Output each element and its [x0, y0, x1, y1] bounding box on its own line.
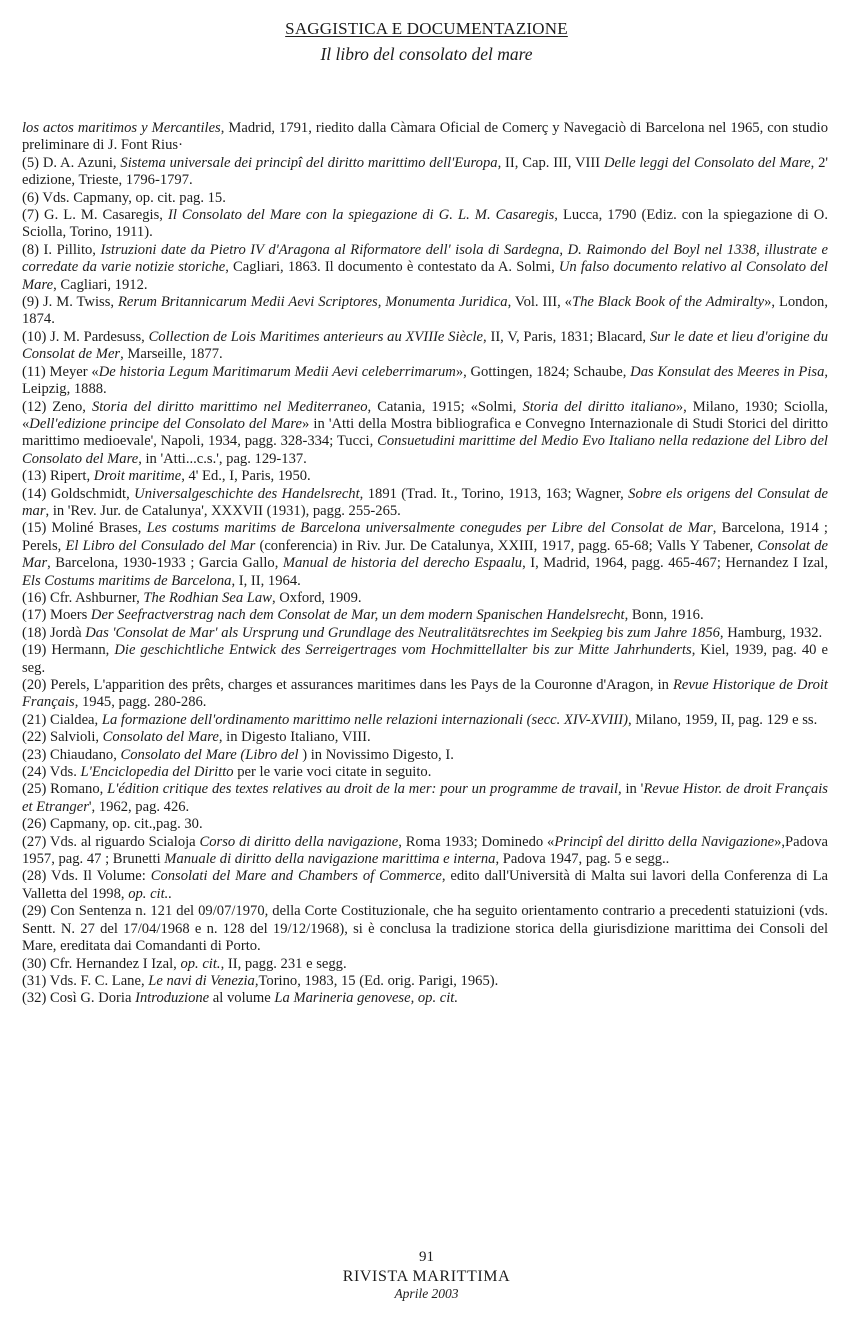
- footnote-text: (19) Hermann,: [22, 642, 115, 659]
- footnote-text: per le varie voci citate in seguito.: [233, 764, 432, 781]
- footnote-italic-text: La Marineria genovese, op. cit.: [274, 990, 459, 1007]
- footnote-text: , Milano, 1959, II, pag. 129 e ss.: [627, 711, 818, 728]
- footnote: [22, 781, 828, 816]
- footnote-italic-text: Der Seefractverstrag nach dem Consolat de Mar, un dem modern Spanischen Handelsrecht: [90, 607, 625, 624]
- footnote-italic-text: op. cit..: [128, 885, 172, 902]
- footnote-text: al volume: [209, 990, 275, 1007]
- footnote-text: (32) Così G. Doria: [22, 990, 136, 1007]
- footnote-italic-text: Le navi di Venezia: [148, 972, 255, 989]
- footnote-text: , Bonn, 1916.: [624, 607, 704, 624]
- footnote-text: », Gottingen, 1824; Schaube,: [455, 363, 631, 380]
- footnote: [22, 729, 828, 746]
- footnote-italic-text: Consolato del Mare: [102, 729, 219, 746]
- footnote-italic-text: Revue Historique de Droit Français: [22, 677, 828, 711]
- footnote-text: (28) Vds. Il Volume:: [22, 868, 151, 885]
- footnote: [22, 625, 828, 642]
- footnote-italic-text: Il Consolato del Mare con la spiegazione di G. L. M. Casaregis: [167, 207, 555, 224]
- footnote-italic-text: The Rodhian Sea Law: [143, 589, 272, 606]
- section-title: SAGGISTICA E DOCUMENTAZIONE: [285, 19, 568, 38]
- footnote-text: , Cagliari, 1863. Il documento è contestato da A. Solmi,: [225, 259, 559, 276]
- footnote: [22, 155, 828, 190]
- footnote-text: , Marseille, 1877.: [120, 346, 223, 363]
- footnote: [22, 764, 828, 781]
- footnote-text: , Catania, 1915; «Solmi,: [367, 398, 523, 415]
- footnote: [22, 816, 828, 833]
- footnote-text: (24) Vds.: [22, 764, 81, 781]
- footnote: [22, 868, 828, 903]
- footnote-text: », London, 1874.: [22, 294, 828, 328]
- footnote: [22, 747, 828, 764]
- footnote-text: , Hamburg, 1932.: [719, 624, 823, 641]
- footnote: [22, 607, 828, 624]
- footnote-italic-text: De historia Legum Maritimarum Medii Aevi celeberrimarum: [98, 363, 456, 380]
- footnote-italic-text: Revue Histor. de droit Français et Etranger: [22, 781, 828, 815]
- footnote-text: (14) Goldschmidt,: [22, 485, 135, 502]
- footnote: [22, 242, 828, 294]
- footnote-text: (13) Ripert,: [22, 468, 94, 485]
- footnote: [22, 677, 828, 712]
- footnote-text: (15) Moliné Brases,: [22, 520, 147, 537]
- footnote: [22, 364, 828, 399]
- footnote-italic-text: Dell'edizione principe del Consolato del Mare: [29, 415, 303, 432]
- footnote-italic-text: L'Enciclopedia del Diritto: [80, 764, 234, 781]
- page-footer: [0, 1248, 853, 1301]
- footnote-text: , 2' edizione, Trieste, 1796-1797.: [22, 154, 829, 189]
- footnote-text: (22) Salvioli,: [22, 729, 103, 746]
- footnote-italic-text: La formazione dell'ordinamento marittimo nelle relazioni internazionali (secc. XIV-XVIII): [101, 711, 628, 728]
- footnote-italic-text: Storia del diritto marittimo nel Mediterraneo: [91, 398, 368, 415]
- footnote: [22, 590, 828, 607]
- footnote-text: , 1891 (Trad. It., Torino, 1913, 163; Wagner,: [359, 485, 629, 502]
- footnote-text: , II, V, Paris, 1831; Blacard,: [483, 328, 650, 345]
- footnote-italic-text: Consolati del Mare and Chambers of Commerce: [150, 868, 442, 885]
- footnote-text: ,Torino, 1983, 15 (Ed. orig. Parigi, 1965).: [254, 972, 499, 989]
- footnote-italic-text: Principî del diritto della Navigazione: [554, 833, 775, 850]
- footnote-italic-text: Consolat de Mar: [22, 537, 829, 572]
- footnote-text: , 4' Ed., I, Paris, 1950.: [181, 468, 311, 485]
- footnote-text: (11) Meyer «: [22, 363, 99, 380]
- footnote-italic-text: Rerum Britannicarum Medii Aevi Scriptores, Monumenta Juridica: [117, 294, 508, 311]
- footnote-text: , Vol. III, «: [507, 294, 572, 311]
- footnote-text: , Padova 1947, pag. 5 e segg..: [495, 851, 670, 868]
- footnote-text: , Oxford, 1909.: [271, 589, 362, 606]
- footnote-italic-text: L'édition critique des textes relatives au droit de la mer: pour un programme de travail: [107, 781, 618, 798]
- issue-date: Aprile 2003: [394, 1286, 459, 1301]
- footnote: [22, 468, 828, 485]
- footnote-text: , I, Madrid, 1964, pagg. 465-467; Hernandez I Izal,: [522, 555, 828, 572]
- footnote-italic-text: Istruzioni date da Pietro IV d'Aragona al Riformatore dell' isola di Sardegna, D. Raimondo del Boyl nel 1338, illustrate e corredate da varie notizie storiche: [22, 241, 828, 276]
- footnote-text: (10) J. M. Pardesuss,: [22, 328, 149, 345]
- footnote-text: (23) Chiaudano,: [22, 746, 121, 763]
- page-number: 91: [419, 1249, 434, 1265]
- footnote: [22, 329, 828, 364]
- footnote-text: (27) Vds. al riguardo Scialoja: [22, 833, 200, 850]
- footnote: [22, 190, 828, 207]
- footnote-text: (30) Cfr. Hernandez I Izal,: [22, 955, 181, 972]
- footnote-text: , Leipzig, 1888.: [22, 363, 829, 398]
- footnote-text: ', 1962, pag. 426.: [88, 798, 190, 815]
- journal-name: RIVISTA MARITTIMA: [342, 1268, 511, 1285]
- footnote: [22, 990, 828, 1007]
- footnote-italic-text: Sobre els origens del Consulat de mar: [22, 485, 828, 519]
- footnote-text: , edito dall'Università di Malta sui lavori della Conferenza di La Valletta del 1998,: [22, 868, 828, 902]
- footnote-italic-text: Das Konsulat des Meeres in Pisa: [630, 363, 825, 380]
- footnote-italic-text: Manual de historia del derecho Espaalu: [282, 555, 523, 572]
- page-header: [0, 18, 853, 66]
- footnote-text: », Milano, 1930; Sciolla, «: [22, 398, 828, 432]
- footnote-text: , Barcelona, 1914 ; Perels,: [22, 520, 828, 554]
- footnote: [22, 903, 828, 955]
- footnote-italic-text: Storia del diritto italiano: [522, 398, 676, 415]
- footnote: [22, 956, 828, 973]
- footnote: [22, 486, 828, 521]
- footnote-italic-text: Consolato del Mare (Libro del: [120, 746, 299, 763]
- footnote-italic-text: Introduzione: [135, 990, 210, 1007]
- footnote-text: , I, II, 1964.: [231, 572, 301, 589]
- footnote-italic-text: Els Costums maritims de Barcelona: [22, 572, 232, 589]
- footnote-text: (17) Moers: [22, 607, 91, 624]
- footnote-text: (16) Cfr. Ashburner,: [22, 589, 144, 606]
- footnote-text: (21) Cialdea,: [22, 711, 102, 728]
- footnote-italic-text: Das 'Consolat de Mar' als Ursprung und Grundlage des Neutralitätsrechtes im Seekpieg bis zum Jahre 1856: [85, 624, 720, 641]
- footnote: [22, 399, 828, 469]
- footnote-italic-text: Corso di diritto della navigazione: [199, 833, 399, 850]
- footnote-text: (5) D. A. Azuni,: [22, 154, 121, 171]
- footnote-italic-text: op. cit.: [180, 955, 221, 972]
- footnote-text: (20) Perels, L'apparition des prêts, charges et assurances maritimes dans les Pays de la Couronne d'Aragon, in: [22, 677, 673, 693]
- footnote: [22, 520, 828, 590]
- footnote: [22, 642, 828, 677]
- footnote-italic-text: El Libro del Consulado del Mar: [65, 537, 256, 554]
- footnote-text: , Lucca, 1790 (Ediz. con la spiegazione di O. Sciolla, Torino, 1911).: [22, 207, 828, 241]
- footnote-italic-text: Un falso documento relativo al Consolato del Mare: [22, 259, 828, 293]
- footnote-text: , II, pagg. 231 e segg.: [220, 955, 347, 972]
- footnote-text: (29) Con Sentenza n. 121 del 09/07/1970, della Corte Costituzionale, che ha seguito orientamento contrario a precedenti statuizioni (vds. Sentt. N. 27 del 17/04/1968 e n. 128 del 19/12/1968), si è conclusa la tradizione storica della giurisdizione marittima dei Consoli del Mare, ereditata dai Comandanti di Porto.: [22, 903, 828, 955]
- footnote-italic-text: Universalgeschichte des Handelsrecht: [134, 485, 360, 502]
- footnote-text: (31) Vds. F. C. Lane,: [22, 972, 149, 989]
- footnote-text: (6) Vds. Capmany, op. cit. pag. 15.: [22, 189, 226, 206]
- footnote: [22, 834, 828, 869]
- footnote-italic-text: Sistema universale dei principî del diritto marittimo dell'Europa: [120, 154, 498, 171]
- footnote-text: , in Digesto Italiano, VIII.: [218, 729, 371, 746]
- footnote-text: , in ': [618, 781, 644, 798]
- footnote-text: , Barcelona, 1930-1933 ; Garcia Gallo,: [47, 555, 283, 572]
- footnote: [22, 207, 828, 242]
- footnote-text: , Madrid, 1791, riedito dalla Càmara Oficial de Comerç y Navegaciò di Barcelona nel 1965, con studio preliminare di J. Font Rius·: [22, 120, 828, 154]
- footnote-text: (7) G. L. M. Casaregis,: [22, 207, 168, 224]
- footnote-italic-text: Manuale di diritto della navigazione marittima e interna: [164, 851, 496, 868]
- footnote-text: (9) J. M. Twiss,: [22, 294, 118, 311]
- footnote-text: , II, Cap. III, VIII: [497, 154, 604, 171]
- footnote-italic-text: Delle leggi del Consolato del Mare: [603, 154, 811, 171]
- footnote-text: , Kiel, 1939, pag. 40 e seg.: [22, 642, 828, 676]
- footnote: [22, 973, 828, 990]
- footnote-text: (conferencia) in Riv. Jur. De Catalunya, XXIII, 1917, pagg. 65-68; Valls Y Tabener,: [255, 537, 758, 554]
- footnote-text: , Cagliari, 1912.: [53, 276, 148, 293]
- footnote-italic-text: Collection de Lois Maritimes anterieurs au XVIIIe Siècle: [148, 328, 484, 345]
- footnote: [22, 712, 828, 729]
- footnote-text: (26) Capmany, op. cit.,pag. 30.: [22, 816, 203, 833]
- footnotes-list: [22, 120, 828, 1008]
- footnote-text: (18) Jordà: [22, 624, 86, 641]
- footnote-text: »,Padova 1957, pag. 47 ; Brunetti: [22, 833, 829, 868]
- footnote-italic-text: The Black Book of the Admiralty: [571, 294, 765, 311]
- footnote-italic-text: Les costums maritims de Barcelona universalmente conegudes per Libre del Consolat de Mar: [146, 520, 713, 537]
- footnote-text: , 1945, pagg. 280-286.: [74, 694, 207, 711]
- article-title: Il libro del consolato del mare: [320, 44, 533, 64]
- footnote-italic-text: Consuetudini marittime del Medio Evo Italiano nella redazione del Libro del Consolato del Mare: [22, 433, 828, 467]
- footnote-italic-text: los actos maritimos y Mercantiles: [22, 120, 221, 136]
- footnote-text: , Roma 1933; Dominedo «: [398, 833, 555, 850]
- footnote-text: (25) Romano,: [22, 781, 108, 798]
- footnote-italic-text: Sur le date et lieu d'origine du Consolat de Mer: [22, 328, 829, 363]
- footnote: [22, 120, 828, 155]
- footnote-italic-text: Die geschichtliche Entwick des Serreigertrages vom Hochmittellalter bis zur Mitte Jahrhunderts: [114, 642, 692, 659]
- footnote: [22, 294, 828, 329]
- footnote-text: (12) Zeno,: [22, 398, 92, 415]
- footnote-text: ) in Novissimo Digesto, I.: [298, 746, 454, 763]
- footnote-text: , in 'Rev. Jur. de Catalunya', XXXVII (1931), pagg. 255-265.: [45, 502, 401, 519]
- footnote-italic-text: Droit maritime: [93, 468, 182, 485]
- footnote-text: (8) I. Pillito,: [22, 241, 101, 258]
- footnote-text: , in 'Atti...c.s.', pag. 129-137.: [138, 450, 307, 467]
- footnote-text: » in 'Atti della Mostra bibliografica e Convegno Internazionale di Studi Storici del diritto marittimo medioevale', Napoli, 1934, pagg. 328-334; Tucci,: [22, 415, 828, 450]
